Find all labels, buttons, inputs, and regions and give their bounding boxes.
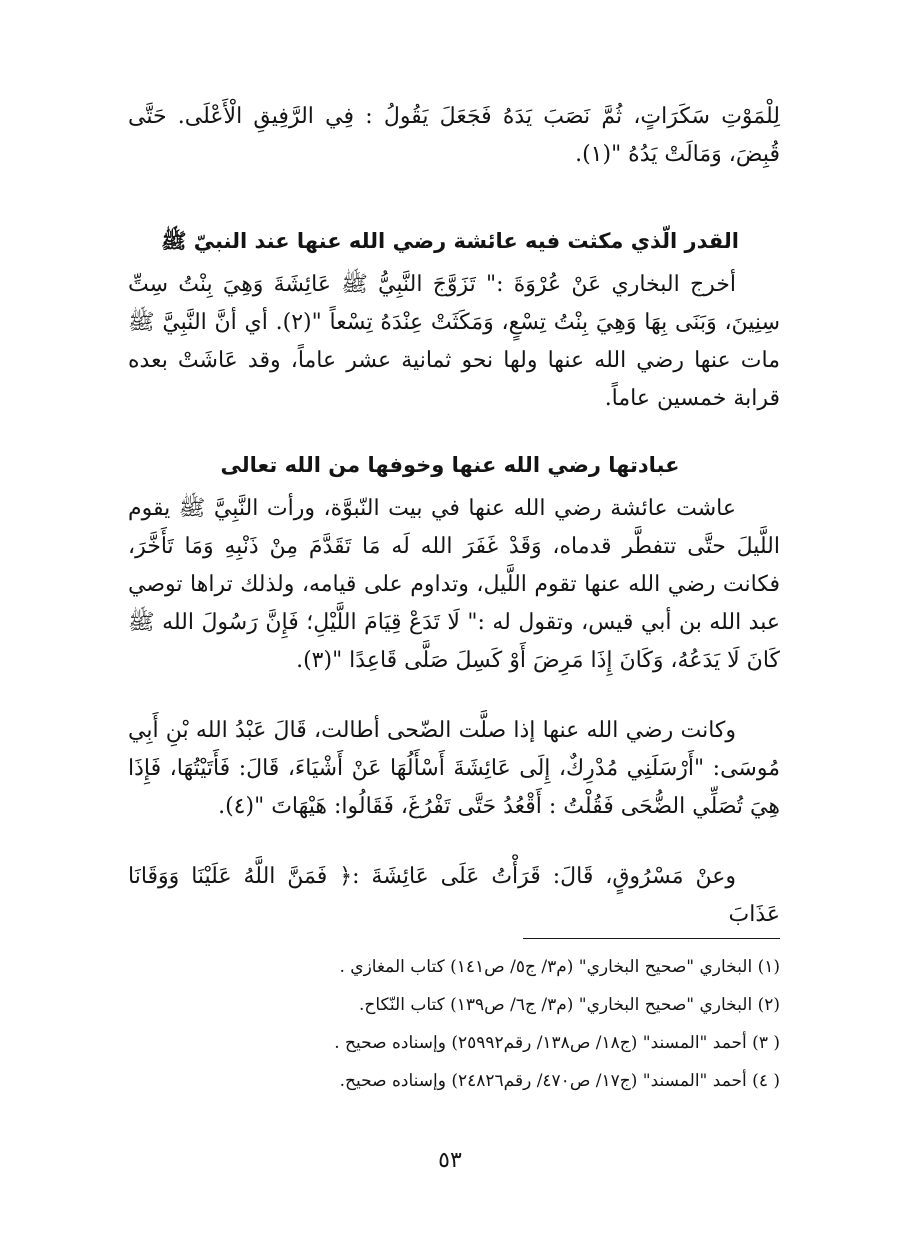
footnote-separator <box>523 938 780 939</box>
footnotes <box>160 948 780 1100</box>
footnote-4: ( ٤) أحمد "المسند" (ج١٧/ ص٤٧٠/ رقم٢٤٨٢٦) وإسناده صحيح. <box>339 1071 780 1091</box>
paragraph-masruq: وعنْ مَسْرُوقٍ، قَالَ: قَرَأْتُ عَلَى عَائِشَةَ :﴿ فَمَنَّ اللَّهُ عَلَيْنَا وَوَقَانَا عَذَابَ <box>128 864 780 927</box>
footnote-3: ( ٣) أحمد "المسند" (ج١٨/ ص١٣٨/ رقم٢٥٩٩٢) وإسناده صحيح . <box>334 1033 780 1053</box>
section-heading-worship: عبادتها رضي الله عنها وخوفها من الله تعالى <box>220 453 680 477</box>
section-heading-duration: القدر الّذي مكثت فيه عائشة رضي الله عنها عند النبيّ ﷺ <box>161 229 739 253</box>
paragraph-continuation: لِلْمَوْتِ سَكَرَاتٍ، ثُمَّ نَصَبَ يَدَهُ فَجَعَلَ يَقُولُ : فِي الرَّفِيقِ الْأَعْلَى. حَتَّى قُبِضَ، وَمَالَتْ يَدُهُ "(١). <box>128 104 780 167</box>
paragraph-marriage: أخرج البخاري عَنْ عُرْوَةَ :" تَزَوَّجَ النَّبِيُّ ﷺ عَائِشَةَ وَهِيَ بِنْتُ سِتِّ سِنِينَ، وَبَنَى بِهَا وَهِيَ بِنْتُ تِسْعٍ، وَمَكَثَتْ عِنْدَهُ تِسْعاً "(٢). أي أنَّ النَّبِيَّ ﷺ مات عنها رضي الله عنها ولها نحو ثمانية عشر عاماً، وقد عَاشَتْ بعده قرابة خمسين عاماً. <box>128 272 781 411</box>
paragraph-night-prayer: عاشت عائشة رضي الله عنها في بيت النّبوَّة، ورأت النَّبِيَّ ﷺ يقوم اللَّيلَ حتَّى تتفطَّر قدماه، وَقَدْ غَفَرَ الله لَه مَا تَقَدَّمَ مِنْ ذَنْبِهِ وَمَا تَأَخَّرَ، فكانت رضي الله عنها تقوم اللَّيل، وتداوم على قيامه، ولذلك تراها توصي عبد الله بن أبي قيس، وتقول له :" لَا تَدَعْ قِيَامَ اللَّيْلِ؛ فَإِنَّ رَسُولَ الله ﷺ كَانَ لَا يَدَعُهُ، وَكَانَ إِذَا مَرِضَ أَوْ كَسِلَ صَلَّى قَاعِدًا "(٣). <box>128 496 780 673</box>
paragraph-duha-prayer: وكانت رضي الله عنها إذا صلَّت الضّحى أطالت، قَالَ عَبْدُ الله بْنِ أَبِي مُوسَى: "أَرْسَلَنِي مُدْرِكٌ، إِلَى عَائِشَةَ أَسْأَلُهَا عَنْ أَشْيَاءَ، قَالَ: فَأَتَيْتُهَا، فَإِذَا هِيَ تُصَلِّي الضُّحَى فَقُلْتُ : أَقْعُدُ حَتَّى تَفْرُغَ، فَقَالُوا: هَيْهَاتَ "(٤). <box>128 718 780 819</box>
footnote-2: (٢) البخاري "صحيح البخاري" (م٣/ ج٦/ ص١٣٩) كتاب النّكاح. <box>358 995 780 1015</box>
page-number: ٥٣ <box>438 1148 462 1173</box>
footnote-1: (١) البخاري "صحيح البخاري" (م٣/ ج٥/ ص١٤١) كتاب المغازي . <box>339 957 780 977</box>
